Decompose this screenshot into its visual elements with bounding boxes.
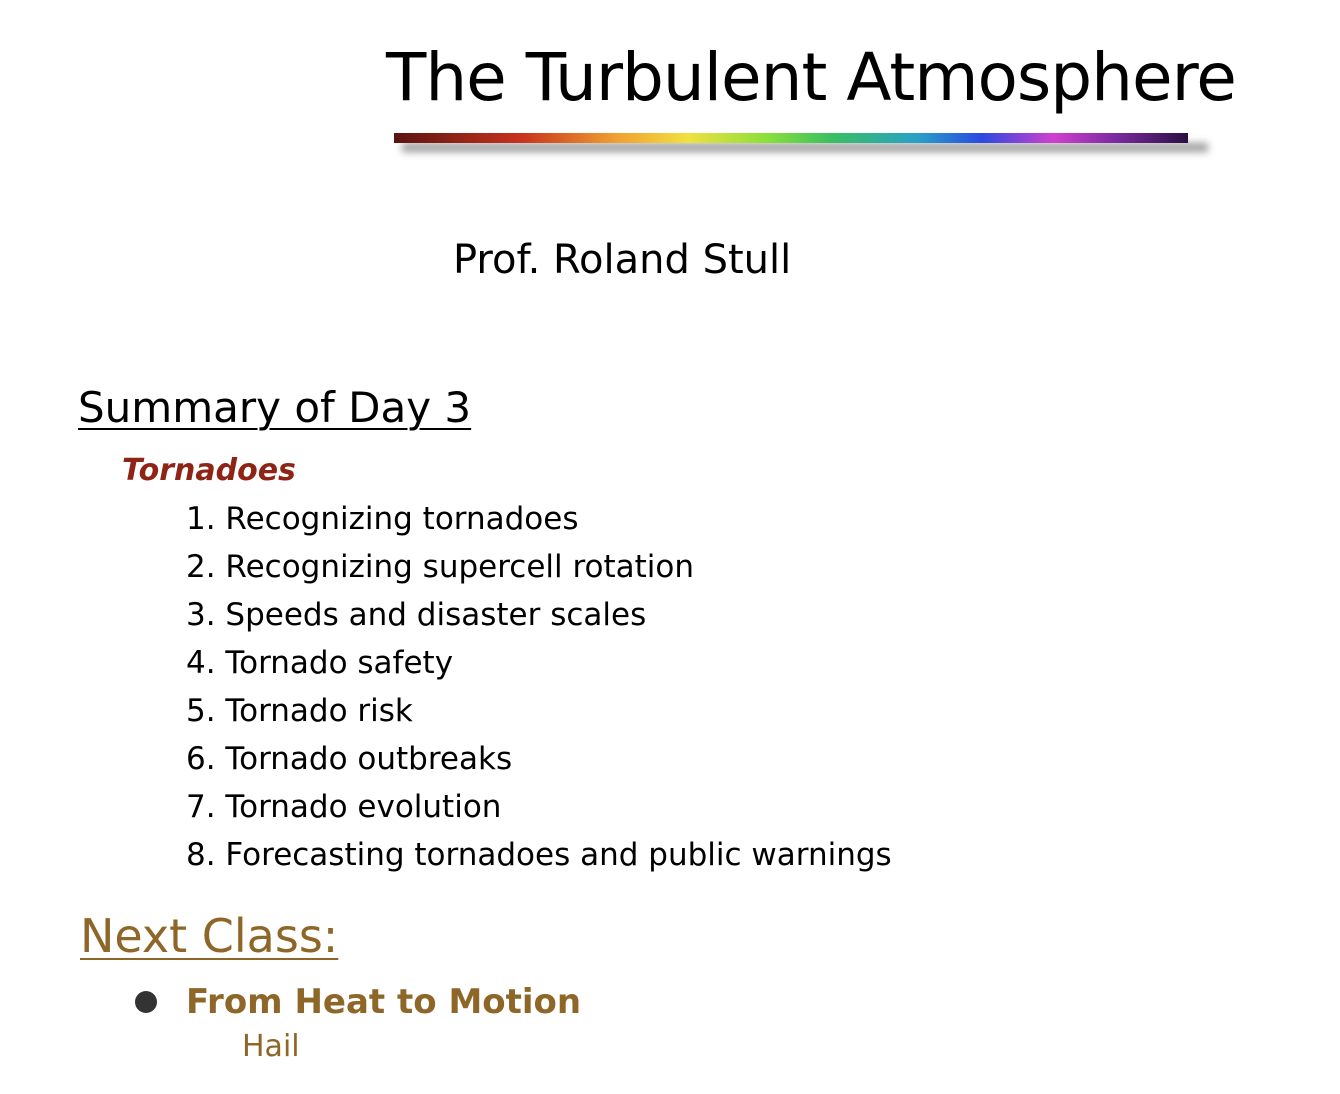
topic-item: 2. Recognizing supercell rotation [186,549,695,585]
next-class-heading: Next Class: [80,909,339,963]
rainbow-divider-bar [394,133,1188,143]
topic-item: 8. Forecasting tornadoes and public warnings [186,837,892,873]
next-topic: From Heat to Motion [186,982,582,1022]
summary-heading: Summary of Day 3 [78,383,472,432]
topic-item: 3. Speeds and disaster scales [186,597,647,633]
author-name: Prof. Roland Stull [453,237,792,283]
topic-item: 5. Tornado risk [186,693,413,729]
bullet-icon [135,991,157,1013]
next-subtopic: Hail [242,1029,300,1064]
topic-item: 1. Recognizing tornadoes [186,501,579,537]
topic-item: 6. Tornado outbreaks [186,741,513,777]
topic-item: 7. Tornado evolution [186,789,502,825]
section-label: Tornadoes [122,453,296,488]
rainbow-divider-shadow [402,143,1208,152]
rainbow-divider [394,133,1188,143]
topic-item: 4. Tornado safety [186,645,454,681]
slide-title: The Turbulent Atmosphere [386,39,1236,116]
topic-list [186,495,892,879]
